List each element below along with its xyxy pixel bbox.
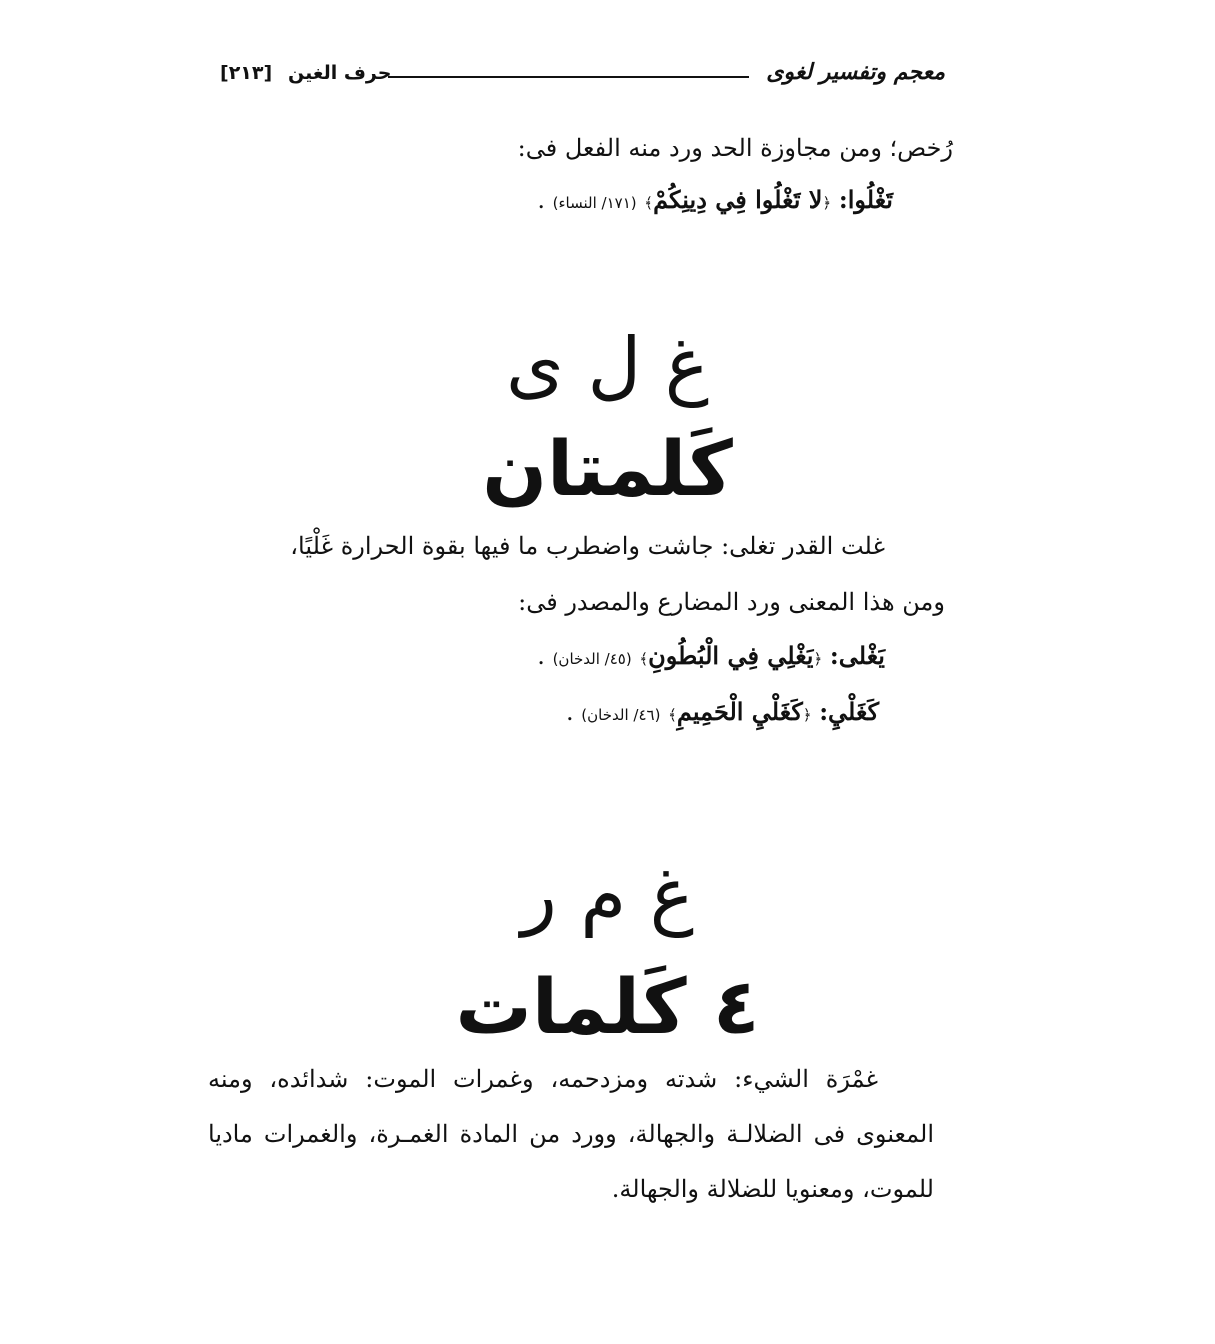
quran-verse: يَغْلِي فِي الْبُطُونِ <box>648 641 814 670</box>
book-title: معجم وتفسير لغوى <box>766 60 945 85</box>
end-period: . <box>537 186 546 214</box>
ornament-close: ﴾ <box>639 650 649 668</box>
ornament-open: ﴿ <box>802 706 812 724</box>
end-period: . <box>537 642 545 670</box>
page-number: [٢١٣] <box>220 62 273 84</box>
ornament-close: ﴾ <box>668 706 677 724</box>
example-line <box>537 642 885 671</box>
running-header <box>220 58 945 98</box>
root-heading: غ ل ى <box>506 322 709 408</box>
definition-line: غلت القدر تغلى: جاشت واضطرب ما فيها بقوة الحرارة غَلْيًا، <box>290 532 885 560</box>
definition-line: ومن هذا المعنى ورد المضارع والمصدر فى: <box>518 588 945 616</box>
end-period: . <box>566 698 574 726</box>
chapter-letter: حرف الغين <box>288 62 392 84</box>
definition-paragraph: غمْرَة الشيء: شدته ومزدحمه، وغمرات الموت: شدائده، ومنه المعنوى فى الضلالـة والجهالة، وورد من المادة الغمـرة، والغمرات ماديا للموت، ومعنويا للضلالة والجهالة. <box>208 1065 934 1203</box>
verse-citation: (٤٥/ الدخان) <box>552 650 632 668</box>
ornament-open: ﴿ <box>813 650 823 668</box>
root-heading: غ م ر <box>521 852 694 938</box>
verse-keyword: تَغْلُوا: <box>838 185 893 214</box>
example-line <box>566 698 879 727</box>
header-rule <box>388 76 749 78</box>
ornament-open: ﴿ <box>822 194 832 212</box>
quran-verse: كَغَلْيِ الْحَمِيمِ <box>676 697 803 726</box>
quran-verse: لا تَغْلُوا فِي دِينِكُمْ <box>653 185 823 214</box>
verse-citation: (١٧١/ النساء) <box>552 194 637 212</box>
word-count-heading: كَلمتان <box>482 424 733 513</box>
intro-line: رُخص؛ ومن مجاوزة الحد ورد منه الفعل فى: <box>517 134 953 162</box>
intro-verse-line <box>537 186 893 215</box>
example-word: كَغَلْيِ: <box>819 697 879 726</box>
ornament-close: ﴾ <box>644 194 654 212</box>
example-word: يَغْلى: <box>829 641 885 670</box>
verse-citation: (٤٦/ الدخان) <box>581 706 661 724</box>
word-count-heading: ٤ كَلمات <box>455 962 760 1051</box>
